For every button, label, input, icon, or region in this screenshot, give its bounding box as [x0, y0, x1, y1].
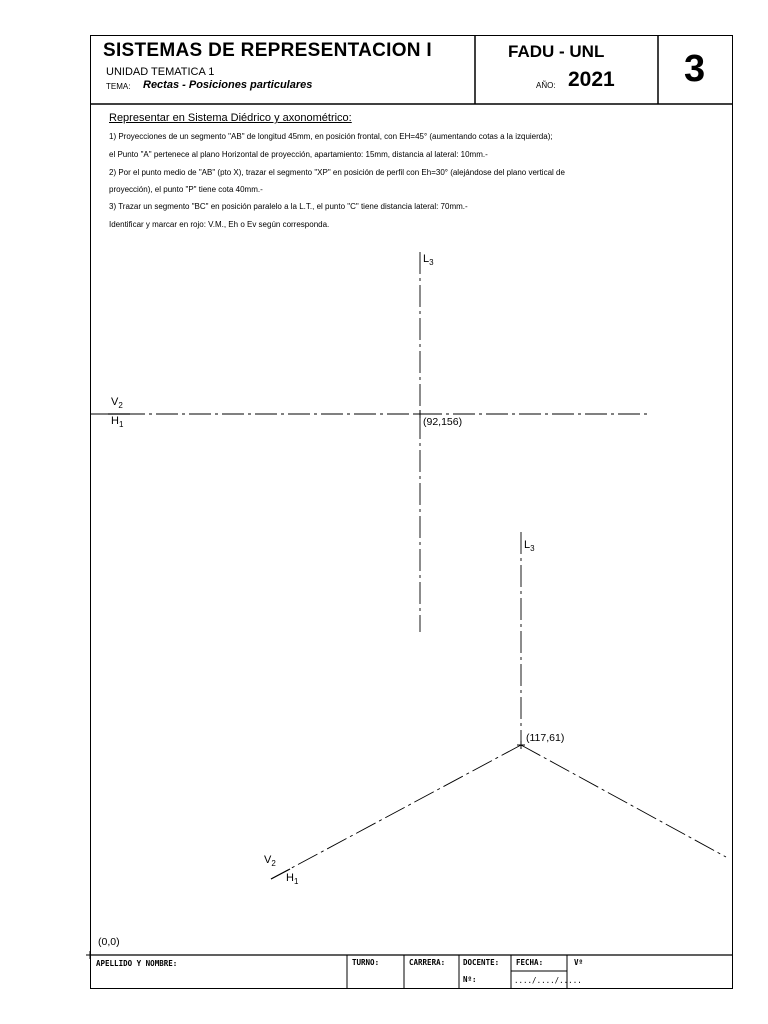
footer-fecha-blank: ..../..../..... [514, 976, 582, 985]
sheet-number: 3 [684, 48, 706, 90]
tema-label: TEMA: [106, 82, 131, 91]
axono-left-axis [271, 745, 521, 879]
instruction-line: 2) Por el punto medio de "AB" (pto X), trazar el segmento "XP" en posición de perfil con Eh=30° (alejándose del plano vertical de [109, 168, 565, 177]
axono-v-label: $V_2$ [264, 854, 276, 869]
axono-h-label: $H_1$ [286, 872, 299, 887]
course-title: SISTEMAS DE REPRESENTACION I [103, 40, 432, 61]
footer-visto-label: Vº [574, 958, 584, 967]
page-origin-coord: (0,0) [98, 936, 120, 948]
footer-fecha-label: FECHA: [516, 958, 544, 967]
institution-name: FADU - UNL [508, 42, 605, 61]
footer-numero-label: Nº: [463, 975, 477, 984]
footer-carrera-label: CARRERA: [409, 958, 446, 967]
instructions-heading: Representar en Sistema Diédrico y axonométrico: [109, 112, 352, 124]
axono-origin-coord: (117,61) [526, 732, 565, 744]
diedrico-l3-label: $L_3$ [423, 253, 434, 268]
instruction-line: 3) Trazar un segmento "BC" en posición paralelo a la L.T., el punto "C" tiene distancia lateral: 70mm.- [109, 202, 468, 211]
diedrico-h-label: $H_1$ [111, 415, 124, 430]
axono-l3-label: $L_3$ [524, 539, 535, 554]
footer-turno-label: TURNO: [352, 958, 380, 967]
footer-apellido-label: APELLIDO Y NOMBRE: [96, 959, 178, 968]
unidad-tematica: UNIDAD TEMATICA 1 [106, 66, 215, 78]
diedrico-v-label: $V_2$ [111, 396, 123, 411]
instruction-line: el Punto "A" pertenece al plano Horizontal de proyección, apartamiento: 15mm, distancia al lateral: 10mm.- [109, 150, 488, 159]
anio-value: 2021 [568, 68, 615, 91]
footer-docente-label: DOCENTE: [463, 958, 500, 967]
instruction-line: 1) Proyecciones de un segmento "AB" de longitud 45mm, en posición frontal, con EH=45° (aumentando cotas a la izquierda); [109, 132, 553, 141]
axono-right-axis [521, 745, 726, 857]
instruction-line: Identificar y marcar en rojo: V.M., Eh o Ev según corresponda. [109, 220, 330, 229]
instruction-line: proyección), el punto "P" tiene cota 40mm.- [109, 185, 263, 194]
tema-value: Rectas - Posiciones particulares [143, 79, 313, 91]
anio-label: AÑO: [536, 81, 556, 90]
diedrico-origin-coord: (92,156) [423, 416, 463, 428]
